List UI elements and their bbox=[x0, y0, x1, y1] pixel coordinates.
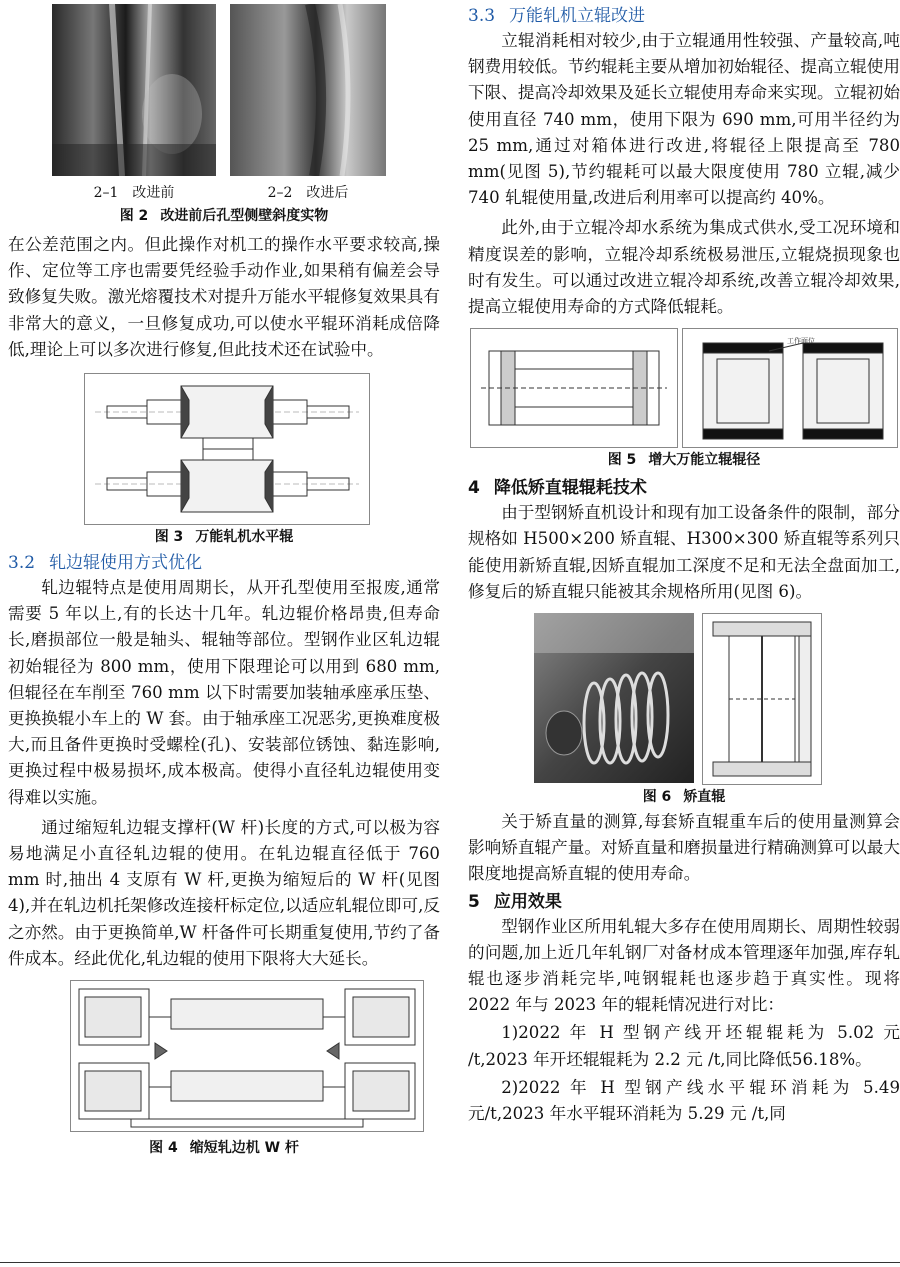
figure-3-caption-text: 万能轧机水平辊 bbox=[195, 529, 294, 546]
figure-5-drawing-left bbox=[470, 328, 678, 448]
figure-2-caption bbox=[8, 206, 440, 226]
figure-3 bbox=[8, 369, 440, 551]
section-5-number: 5 bbox=[468, 891, 480, 912]
right-column bbox=[468, 0, 900, 1127]
right-paragraph-6: 1)2022 年 H 型钢产线开坯辊辊耗为 5.02 元 /t,2023 年开坯辊辊耗为 2.2 元 /t,同比降低56.18%。 bbox=[468, 1023, 900, 1069]
figure-2-sublabel-after: 2–2 改进后 bbox=[267, 185, 349, 201]
figure-5-caption bbox=[468, 450, 900, 470]
section-5-heading bbox=[468, 890, 900, 914]
figure-5-drawing-right bbox=[682, 328, 898, 448]
page-bottom-rule bbox=[0, 1262, 900, 1263]
figure-6-caption bbox=[468, 787, 900, 807]
right-paragraph-1: 立辊消耗相对较少,由于立辊通用性较强、产量较高,吨钢费用较低。节约辊耗主要从增加初始辊径、提高立辊使用下限、提高冷却效果及延长立辊使用寿命来实现。立辊初始使用直径 740 mm，使用下限为 690 mm,可用半径约为 25 mm,通过对箱体进行改进,将辊径上限提高至 780 mm(见图 5),节约辊耗可以最大限度使用 780 立辊,减少 740 轧辊使用量,改进后利用率可以提高约 40%。 bbox=[468, 31, 900, 208]
figure-2-sublabel-before: 2–1 改进前 bbox=[93, 185, 175, 201]
section-5-title: 应用效果 bbox=[493, 891, 562, 912]
figure-2-label: 图 2 bbox=[119, 208, 149, 224]
section-4-title: 降低矫直辊辊耗技术 bbox=[493, 478, 647, 499]
figure-5 bbox=[468, 326, 900, 476]
figure-4-caption bbox=[8, 1138, 440, 1158]
right-paragraph-7: 2)2022 年 H 型钢产线水平辊环消耗为 5.49 元/t,2023 年水平辊环消耗为 5.29 元 /t,同 bbox=[468, 1077, 900, 1124]
section-3-2-number: 3.2 bbox=[8, 553, 36, 574]
figure-4-caption-text: 缩短轧边机 W 杆 bbox=[189, 1140, 299, 1157]
figure-4-drawing bbox=[70, 980, 424, 1132]
section-4-heading bbox=[468, 476, 900, 500]
section-3-3-title: 万能轧机立辊改进 bbox=[509, 6, 646, 26]
figure-2-caption-text: 改进前后孔型侧壁斜度实物 bbox=[160, 208, 329, 224]
figure-3-label: 图 3 bbox=[154, 529, 184, 546]
figure-3-caption bbox=[8, 527, 440, 547]
right-paragraph-3: 由于型钢矫直机设计和现有加工设备条件的限制，部分规格如 H500×200 矫直辊、H300×300 矫直辊等系列只能使用新矫直辊,因矫直辊加工深度不足和无法全盘面加工,修复后的矫直辊只能被其余规格所用(见图 6)。 bbox=[468, 503, 900, 601]
figure-5-label: 图 5 bbox=[607, 452, 637, 469]
section-4-number: 4 bbox=[468, 478, 480, 499]
left-paragraph-2: 轧边辊特点是使用周期长，从开孔型使用至报废,通常需要 5 年以上,有的长达十几年。轧边辊价格昂贵,但寿命长,磨损部位一般是轴头、辊轴等部位。型钢作业区轧边辊初始辊径为 800 mm，使用下限理论可以用到 680 mm,但辊径在车削至 760 mm 以下时需要加装轴承座承压垫、更换换辊小车上的 W 套。由于轴承座工况恶劣,更换难度极大,而且备件更换时受螺栓(孔)、安装部位锈蚀、黏连影响,更换过程中极易损坏,成本极高。使得小直径轧边辊使用变得难以实施。 bbox=[8, 578, 440, 807]
figure-4-label: 图 4 bbox=[149, 1140, 178, 1157]
section-3-2-heading bbox=[8, 551, 440, 575]
right-paragraph-5: 型钢作业区所用轧辊大多存在使用周期长、周期性较弱的问题,加上近几年轧钢厂对备材成本管理逐年加强,库存轧辊也逐步消耗完毕,吨钢辊耗也逐步趋于真实性。现将 2022 年与 2023 年的辊耗情况进行对比： bbox=[468, 916, 900, 1015]
figure-6 bbox=[468, 611, 900, 809]
figure-6-caption-text: 矫直辊 bbox=[683, 789, 726, 806]
figure-5-caption-text: 增大万能立辊辊径 bbox=[648, 452, 761, 469]
figure-4 bbox=[8, 978, 440, 1162]
figure-2-photo-before bbox=[52, 4, 216, 176]
left-paragraph-3: 通过缩短轧边辊支撑杆(W 杆)长度的方式,可以极为容易地满足小直径轧边辊的使用。在轧边辊直径低于 760 mm 时,抽出 4 支原有 W 杆,更换为缩短后的 W 杆(见图 4),并在轧边机托架修改连接杆标定位,以适应轧辊位即可,反之亦然。由于更换简单,W 杆备件可长期重复使用,节约了备件成本。经此优化,轧边辊的使用下限将大大延长。 bbox=[8, 817, 440, 968]
figure-2-photo-after bbox=[230, 4, 386, 176]
figure-6-drawing bbox=[702, 613, 822, 785]
figure-6-label: 图 6 bbox=[642, 789, 672, 806]
left-paragraph-1: 在公差范围之内。但此操作对机工的操作水平要求较高,操作、定位等工序也需要凭经验手动作业,如果稍有偏差会导致修复失败。激光熔覆技术对提升万能水平辊修复效果具有非常大的意义，一旦修复成功,可以使水平辊环消耗成倍降低,理论上可以多次进行修复,但此技术还在试验中。 bbox=[8, 235, 440, 359]
figure-3-drawing bbox=[84, 373, 370, 525]
right-paragraph-4: 关于矫直量的测算,每套矫直辊重车后的使用量测算会影响矫直辊产量。对矫直量和磨损量进行精确测算可以最大限度地提高矫直辊的使用寿命。 bbox=[468, 812, 900, 884]
section-3-3-heading bbox=[468, 4, 900, 28]
section-3-2-title: 轧边辊使用方式优化 bbox=[49, 553, 203, 574]
right-paragraph-2: 此外,由于立辊冷却水系统为集成式供水,受工况环境和精度误差的影响，立辊冷却系统极易泄压,立辊烧损现象也时有发生。可以通过改进立辊冷却系统,改善立辊冷却效果,提高立辊使用寿命的方式降低辊耗。 bbox=[468, 218, 900, 317]
figure-6-photo bbox=[534, 613, 694, 783]
left-column bbox=[8, 0, 440, 1162]
section-3-3-number: 3.3 bbox=[468, 6, 496, 26]
figure-5-annotation: 工作面位 bbox=[787, 337, 815, 346]
figure-2 bbox=[8, 0, 440, 232]
